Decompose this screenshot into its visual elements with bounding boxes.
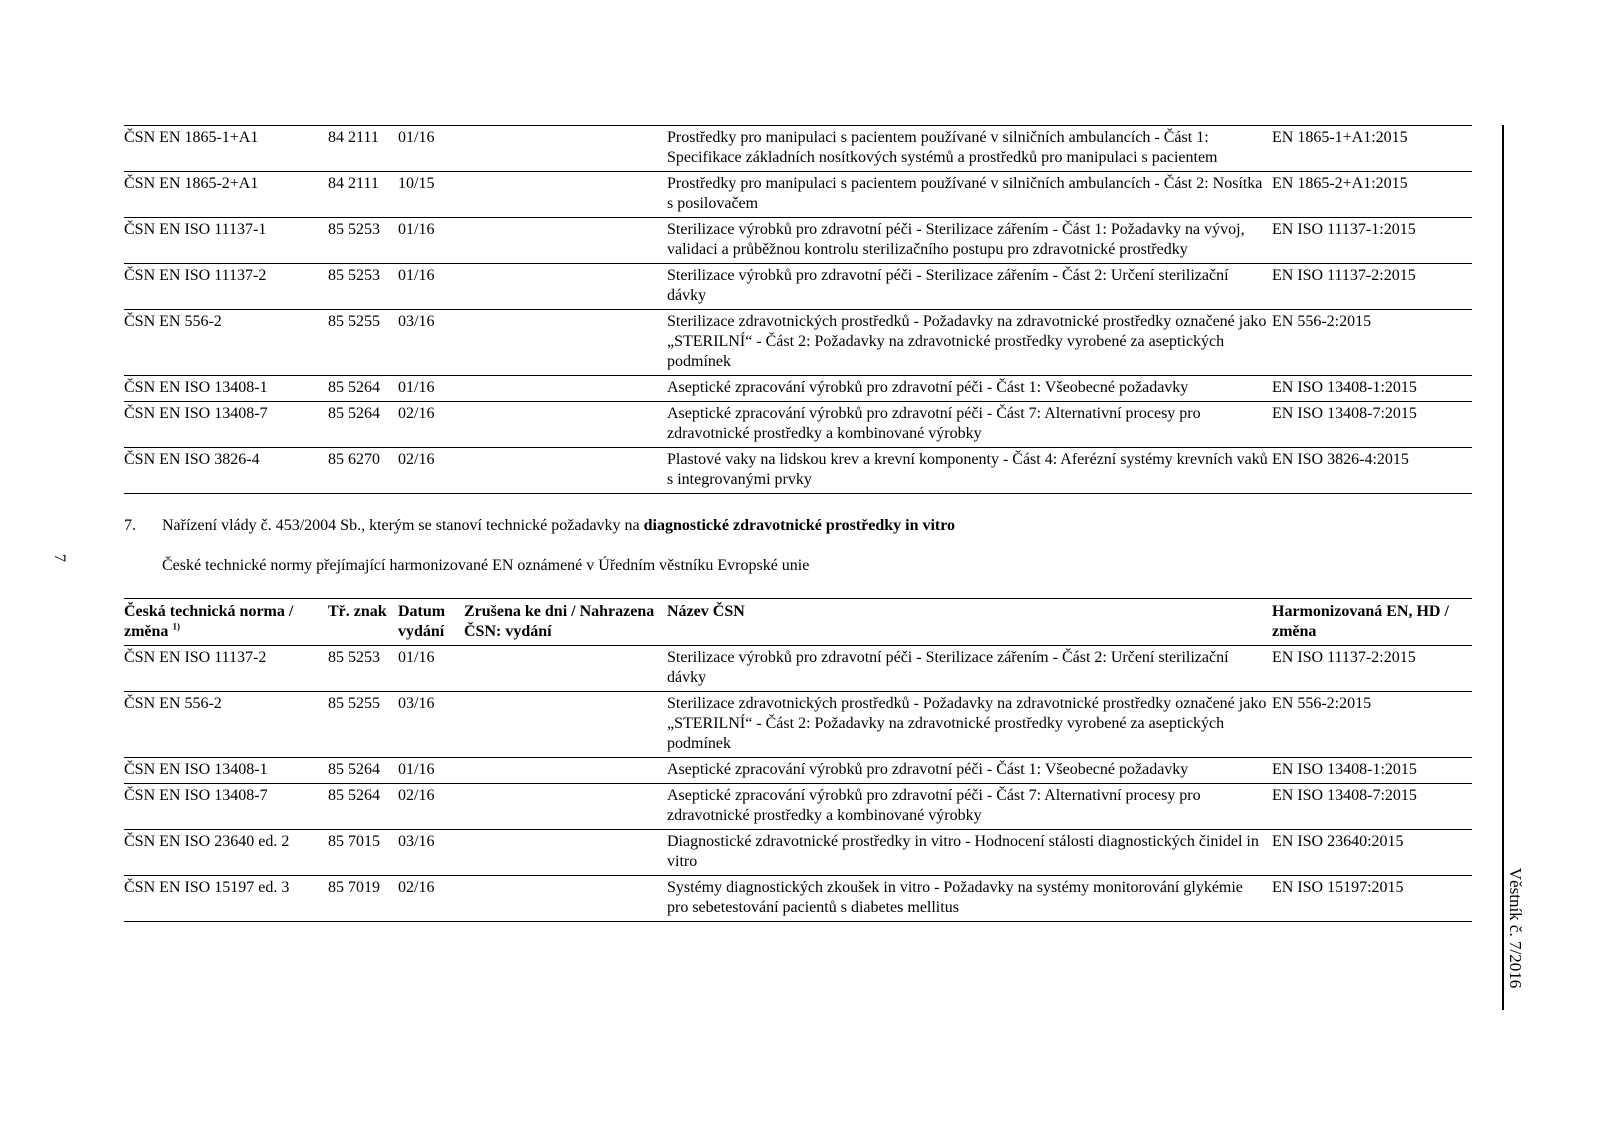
issue-date-cell: 01/16 bbox=[398, 376, 464, 402]
issue-date-cell: 10/15 bbox=[398, 172, 464, 218]
standards-table-2 bbox=[124, 598, 1472, 922]
issue-date-cell: 02/16 bbox=[398, 402, 464, 448]
table-row bbox=[124, 830, 1472, 876]
issue-date-cell: 02/16 bbox=[398, 876, 464, 922]
norm-cell: ČSN EN ISO 11137-1 bbox=[124, 218, 328, 264]
title-cell: Sterilizace výrobků pro zdravotní péči - Sterilizace zářením - Část 1: Požadavky na vývoj, validaci a průběžnou kontrolu sterilizačního postupu pro zdravotnické prostředky bbox=[667, 218, 1272, 264]
harmonized-cell: EN ISO 13408-7:2015 bbox=[1272, 402, 1472, 448]
issue-date-cell: 03/16 bbox=[398, 830, 464, 876]
norm-cell: ČSN EN 556-2 bbox=[124, 310, 328, 376]
norm-cell: ČSN EN ISO 13408-7 bbox=[124, 402, 328, 448]
issue-date-cell: 03/16 bbox=[398, 310, 464, 376]
header-norm: Česká technická norma / změna $^{1)}$ bbox=[124, 599, 328, 646]
withdrawn-cell bbox=[464, 784, 667, 830]
issue-date-cell: 02/16 bbox=[398, 448, 464, 494]
issue-date-cell: 01/16 bbox=[398, 646, 464, 692]
class-code-cell: 85 5253 bbox=[328, 264, 398, 310]
harmonized-cell: EN ISO 13408-1:2015 bbox=[1272, 376, 1472, 402]
norm-cell: ČSN EN ISO 11137-2 bbox=[124, 264, 328, 310]
harmonized-cell: EN ISO 13408-1:2015 bbox=[1272, 758, 1472, 784]
table-row bbox=[124, 784, 1472, 830]
standards-table-1 bbox=[124, 125, 1472, 494]
withdrawn-cell bbox=[464, 264, 667, 310]
header-title: Název ČSN bbox=[667, 599, 1272, 646]
withdrawn-cell bbox=[464, 830, 667, 876]
journal-title: Věstník č. 7/2016 bbox=[1506, 867, 1526, 989]
section-heading bbox=[124, 516, 955, 536]
header-class-code: Tř. znak bbox=[328, 599, 398, 646]
issue-date-cell: 01/16 bbox=[398, 264, 464, 310]
title-cell: Sterilizace zdravotnických prostředků - Požadavky na zdravotnické prostředky označené jako „STERILNÍ“ - Část 2: Požadavky na zdravotnické prostředky vyrobené za aseptických podmínek bbox=[667, 310, 1272, 376]
withdrawn-cell bbox=[464, 646, 667, 692]
issue-date-cell: 01/16 bbox=[398, 218, 464, 264]
class-code-cell: 85 5264 bbox=[328, 758, 398, 784]
title-cell: Sterilizace výrobků pro zdravotní péči - Sterilizace zářením - Část 2: Určení sterilizační dávky bbox=[667, 264, 1272, 310]
table-row bbox=[124, 692, 1472, 758]
harmonized-cell: EN 556-2:2015 bbox=[1272, 692, 1472, 758]
norm-cell: ČSN EN ISO 23640 ed. 2 bbox=[124, 830, 328, 876]
class-code-cell: 85 5255 bbox=[328, 692, 398, 758]
harmonized-cell: EN ISO 3826-4:2015 bbox=[1272, 448, 1472, 494]
norm-cell: ČSN EN ISO 13408-7 bbox=[124, 784, 328, 830]
class-code-cell: 85 5264 bbox=[328, 784, 398, 830]
withdrawn-cell bbox=[464, 172, 667, 218]
harmonized-cell: EN ISO 11137-1:2015 bbox=[1272, 218, 1472, 264]
title-cell: Aseptické zpracování výrobků pro zdravotní péči - Část 7: Alternativní procesy pro zdravotnické prostředky a kombinované výrobky bbox=[667, 402, 1272, 448]
issue-date-cell: 01/16 bbox=[398, 126, 464, 172]
table-row bbox=[124, 402, 1472, 448]
table-row bbox=[124, 448, 1472, 494]
withdrawn-cell bbox=[464, 876, 667, 922]
harmonized-cell: EN ISO 11137-2:2015 bbox=[1272, 264, 1472, 310]
harmonized-cell: EN ISO 11137-2:2015 bbox=[1272, 646, 1472, 692]
table-header bbox=[124, 599, 1472, 646]
section-text-bold: diagnostické zdravotnické prostředky in vitro bbox=[643, 517, 956, 534]
title-cell: Sterilizace výrobků pro zdravotní péči - Sterilizace zářením - Část 2: Určení sterilizační dávky bbox=[667, 646, 1272, 692]
class-code-cell: 85 5264 bbox=[328, 376, 398, 402]
harmonized-cell: EN 1865-1+A1:2015 bbox=[1272, 126, 1472, 172]
withdrawn-cell bbox=[464, 376, 667, 402]
header-issue-date: Datum vydání bbox=[398, 599, 464, 646]
section-text: Nařízení vlády č. 453/2004 Sb., kterým se stanoví technické požadavky na bbox=[162, 517, 644, 534]
norm-cell: ČSN EN 556-2 bbox=[124, 692, 328, 758]
table-row bbox=[124, 218, 1472, 264]
issue-date-cell: 02/16 bbox=[398, 784, 464, 830]
norm-cell: ČSN EN ISO 13408-1 bbox=[124, 758, 328, 784]
harmonized-cell: EN 1865-2+A1:2015 bbox=[1272, 172, 1472, 218]
withdrawn-cell bbox=[464, 692, 667, 758]
harmonized-cell: EN ISO 13408-7:2015 bbox=[1272, 784, 1472, 830]
title-cell: Systémy diagnostických zkoušek in vitro - Požadavky na systémy monitorování glykémie pro sebetestování pacientů s diabetes mellitus bbox=[667, 876, 1272, 922]
title-cell: Prostředky pro manipulaci s pacientem používané v silničních ambulancích - Část 2: Nosítka s posilovačem bbox=[667, 172, 1272, 218]
page-number: 7 bbox=[51, 554, 68, 562]
norm-cell: ČSN EN ISO 15197 ed. 3 bbox=[124, 876, 328, 922]
table-row bbox=[124, 646, 1472, 692]
class-code-cell: 85 6270 bbox=[328, 448, 398, 494]
title-cell: Sterilizace zdravotnických prostředků - Požadavky na zdravotnické prostředky označené jako „STERILNÍ“ - Část 2: Požadavky na zdravotnické prostředky vyrobené za aseptických podmínek bbox=[667, 692, 1272, 758]
norm-cell: ČSN EN 1865-2+A1 bbox=[124, 172, 328, 218]
withdrawn-cell bbox=[464, 758, 667, 784]
standards-table-1-body bbox=[124, 126, 1472, 494]
class-code-cell: 85 5253 bbox=[328, 218, 398, 264]
title-cell: Diagnostické zdravotnické prostředky in vitro - Hodnocení stálosti diagnostických činidel in vitro bbox=[667, 830, 1272, 876]
table-row bbox=[124, 376, 1472, 402]
table-row bbox=[124, 126, 1472, 172]
header-withdrawn: Zrušena ke dni / Nahrazena ČSN: vydání bbox=[464, 599, 667, 646]
table-row bbox=[124, 876, 1472, 922]
norm-cell: ČSN EN ISO 13408-1 bbox=[124, 376, 328, 402]
issue-date-cell: 01/16 bbox=[398, 758, 464, 784]
table-row bbox=[124, 172, 1472, 218]
title-cell: Aseptické zpracování výrobků pro zdravotní péči - Část 7: Alternativní procesy pro zdravotnické prostředky a kombinované výrobky bbox=[667, 784, 1272, 830]
class-code-cell: 85 5253 bbox=[328, 646, 398, 692]
margin-rule bbox=[1502, 125, 1504, 1010]
class-code-cell: 84 2111 bbox=[328, 172, 398, 218]
issue-date-cell: 03/16 bbox=[398, 692, 464, 758]
title-cell: Prostředky pro manipulaci s pacientem používané v silničních ambulancích - Část 1: Specifikace základních nosítkových systémů a prostředků pro manipulaci s pacientem bbox=[667, 126, 1272, 172]
section-subtitle: České technické normy přejímající harmonizované EN oznámené v Úředním věstníku Evropské unie bbox=[162, 557, 810, 574]
norm-cell: ČSN EN ISO 11137-2 bbox=[124, 646, 328, 692]
withdrawn-cell bbox=[464, 126, 667, 172]
withdrawn-cell bbox=[464, 218, 667, 264]
norm-cell: ČSN EN ISO 3826-4 bbox=[124, 448, 328, 494]
class-code-cell: 85 7015 bbox=[328, 830, 398, 876]
harmonized-cell: EN ISO 15197:2015 bbox=[1272, 876, 1472, 922]
footnote-ref: 1) bbox=[172, 621, 180, 632]
table-row bbox=[124, 310, 1472, 376]
standards-table-2-body bbox=[124, 646, 1472, 922]
title-cell: Aseptické zpracování výrobků pro zdravotní péči - Část 1: Všeobecné požadavky bbox=[667, 376, 1272, 402]
title-cell: Aseptické zpracování výrobků pro zdravotní péči - Část 1: Všeobecné požadavky bbox=[667, 758, 1272, 784]
header-harmonized: Harmonizovaná EN, HD / změna bbox=[1272, 599, 1472, 646]
harmonized-cell: EN ISO 23640:2015 bbox=[1272, 830, 1472, 876]
withdrawn-cell bbox=[464, 448, 667, 494]
class-code-cell: 85 5264 bbox=[328, 402, 398, 448]
harmonized-cell: EN 556-2:2015 bbox=[1272, 310, 1472, 376]
table-row bbox=[124, 758, 1472, 784]
title-cell: Plastové vaky na lidskou krev a krevní komponenty - Část 4: Aferézní systémy krevních vaků s integrovanými prvky bbox=[667, 448, 1272, 494]
section-number: 7. bbox=[124, 517, 136, 534]
class-code-cell: 85 7019 bbox=[328, 876, 398, 922]
class-code-cell: 84 2111 bbox=[328, 126, 398, 172]
table-row bbox=[124, 264, 1472, 310]
class-code-cell: 85 5255 bbox=[328, 310, 398, 376]
withdrawn-cell bbox=[464, 402, 667, 448]
norm-cell: ČSN EN 1865-1+A1 bbox=[124, 126, 328, 172]
withdrawn-cell bbox=[464, 310, 667, 376]
